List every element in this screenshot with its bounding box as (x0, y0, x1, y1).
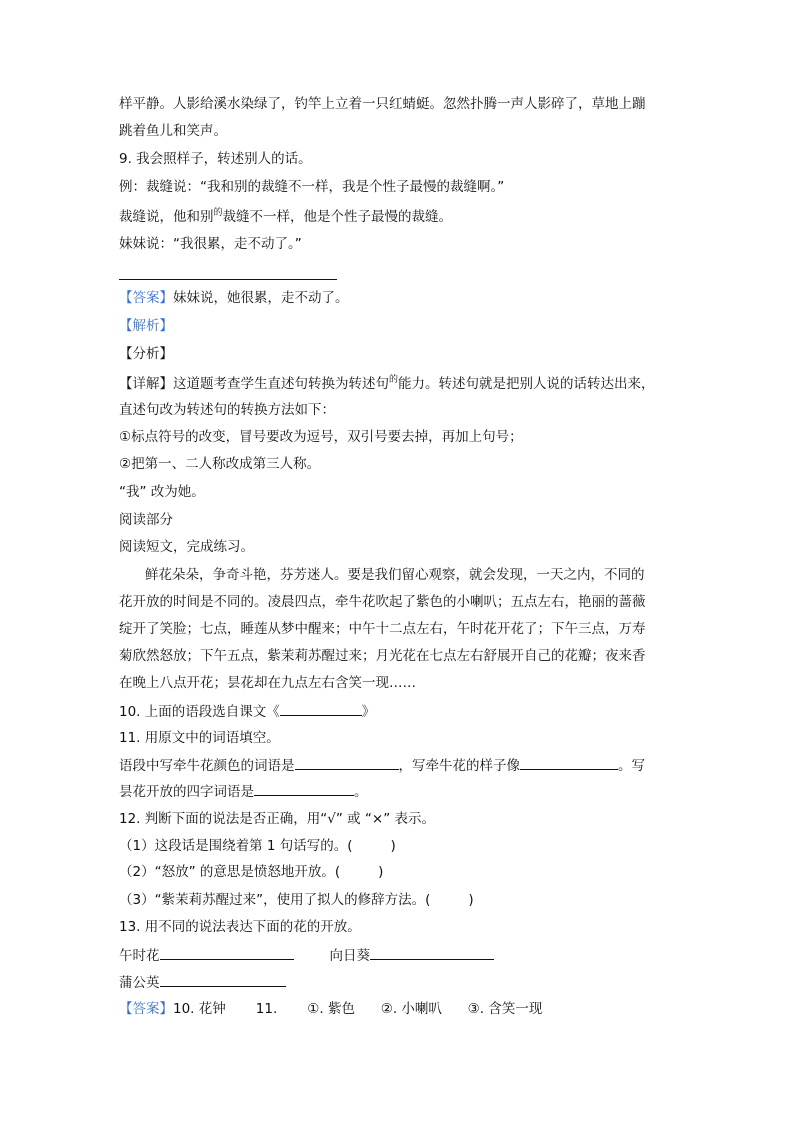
flower-label: 蒲公英 (119, 975, 160, 991)
flower-label: 向日葵 (329, 948, 370, 964)
fenxi-tag: 【分析】 (119, 346, 173, 362)
question-13: 13. 用不同的说法表达下面的花的开放。 (119, 919, 361, 935)
sister-quote: 妹妹说：“我很累，走不动了。” (119, 236, 302, 252)
answer-text: 10. 花钟 11. ①. 紫色 ②. 小喇叭 ③. 含笑一现 (173, 1001, 543, 1017)
question-11-line-2 (119, 781, 368, 802)
question-10-blank[interactable] (280, 701, 362, 716)
judge-text: （1）这段话是围绕着第 1 句话写的。( (119, 838, 353, 854)
question-12-item-1 (119, 836, 396, 856)
reading-section-heading: 阅读部分 (119, 512, 173, 528)
retell-superscript: 的 (213, 208, 223, 218)
reading-paragraph-line: 花开放的时间是不同的。凌晨四点，牵牛花吹起了紫色的小喇叭；五点左右，艳丽的蔷薇 (119, 594, 646, 610)
question-10-close: 》 (361, 704, 376, 720)
question-11-text: 。写 (618, 758, 645, 774)
flower-blank[interactable] (160, 945, 294, 960)
method-intro: 直述句改为转述句的转换方法如下： (119, 402, 335, 418)
question-11-text: 语段中写牵牛花颜色的词语是 (119, 758, 295, 774)
detail-superscript: 的 (389, 375, 399, 385)
judge-text: （2）“怒放” 的意思是愤怒地开放。( (119, 864, 341, 880)
judge-text: （3）“紫茉莉苏醒过来”，使用了拟人的修辞方法。( (119, 892, 431, 908)
judge-paren: ) (378, 864, 384, 880)
question-11-blank-color[interactable] (295, 755, 399, 770)
question-9: 9. 我会照样子，转述别人的话。 (119, 151, 312, 167)
passage-line: 样平静。人影给溪水染绿了，钓竿上立着一只红蜻蜓。忽然扑腾一声人影碎了，草地上蹦 (119, 96, 646, 112)
reading-paragraph-line: 鲜花朵朵，争奇斗艳，芬芳迷人。要是我们留心观察，就会发现，一天之内，不同的 (145, 567, 645, 583)
example-sentence: 例：裁缝说：“我和别的裁缝不一样，我是个性子最慢的裁缝啊。” (119, 179, 505, 195)
retell-text: 裁缝说，他和别 (119, 209, 214, 225)
passage-line: 跳着鱼儿和笑声。 (119, 123, 227, 139)
answer-text: 妹妹说，她很累，走不动了。 (173, 290, 349, 306)
method-step-3: “我” 改为她。 (119, 484, 205, 500)
detail-tag: 【详解】 (119, 376, 173, 392)
reading-paragraph-line: 菊欣然怒放；下午五点，紫茉莉苏醒过来；月光花在七点左右舒展开自己的花瓣；夜来香 (119, 648, 646, 664)
detail-text: 这道题考查学生直述句转换为转述句 (173, 376, 389, 392)
judge-paren: ) (468, 892, 474, 908)
answer-tag: 【答案】 (119, 1001, 173, 1017)
flower-blank[interactable] (160, 972, 286, 987)
question-11-blank-shape[interactable] (520, 755, 618, 770)
reading-instruction: 阅读短文，完成练习。 (119, 539, 254, 555)
answer-10-11 (119, 999, 542, 1019)
method-step-2: ②把第一、二人称改成第三人称。 (119, 456, 321, 472)
question-13-row-1 (119, 945, 494, 966)
question-11: 11. 用原文中的词语填空。 (119, 730, 280, 746)
reading-paragraph-line: 在晚上八点开花；昙花却在九点左右含笑一现…… (119, 675, 416, 691)
question-10-text: 10. 上面的语段选自课文《 (119, 704, 280, 720)
question-11-blank-idiom[interactable] (254, 781, 354, 796)
answer-tag: 【答案】 (119, 290, 173, 306)
question-12-item-3 (119, 890, 474, 910)
flower-blank[interactable] (370, 945, 494, 960)
question-12: 12. 判断下面的说法是否正确，用“√” 或 “×” 表示。 (119, 811, 436, 827)
method-step-1: ①标点符号的改变，冒号要改为逗号，双引号要去掉，再加上句号； (119, 429, 523, 445)
example-retell (119, 207, 452, 229)
detail-explanation (119, 374, 655, 396)
flower-label: 午时花 (119, 948, 160, 964)
answer-9 (119, 288, 349, 308)
question-13-row-2 (119, 972, 286, 993)
question-11-line-1 (119, 755, 645, 776)
analysis-tag: 【解析】 (119, 318, 173, 334)
reading-paragraph-line: 绽开了笑脸；七点，睡莲从梦中醒来；中午十二点左右，午时花开花了；下午三点，万寿 (119, 621, 646, 637)
judge-paren: ) (390, 838, 396, 854)
question-11-text: 。 (354, 784, 368, 800)
answer-blank-line[interactable] (119, 279, 337, 280)
retell-text: 裁缝不一样，他是个性子最慢的裁缝。 (222, 209, 453, 225)
question-11-text: ，写牵牛花的样子像 (398, 758, 520, 774)
detail-text: 能力。转述句就是把别人说的话转达出来， (398, 376, 655, 392)
question-12-item-2 (119, 862, 383, 882)
question-11-text: 昙花开放的四字词语是 (119, 784, 254, 800)
question-10 (119, 701, 375, 722)
